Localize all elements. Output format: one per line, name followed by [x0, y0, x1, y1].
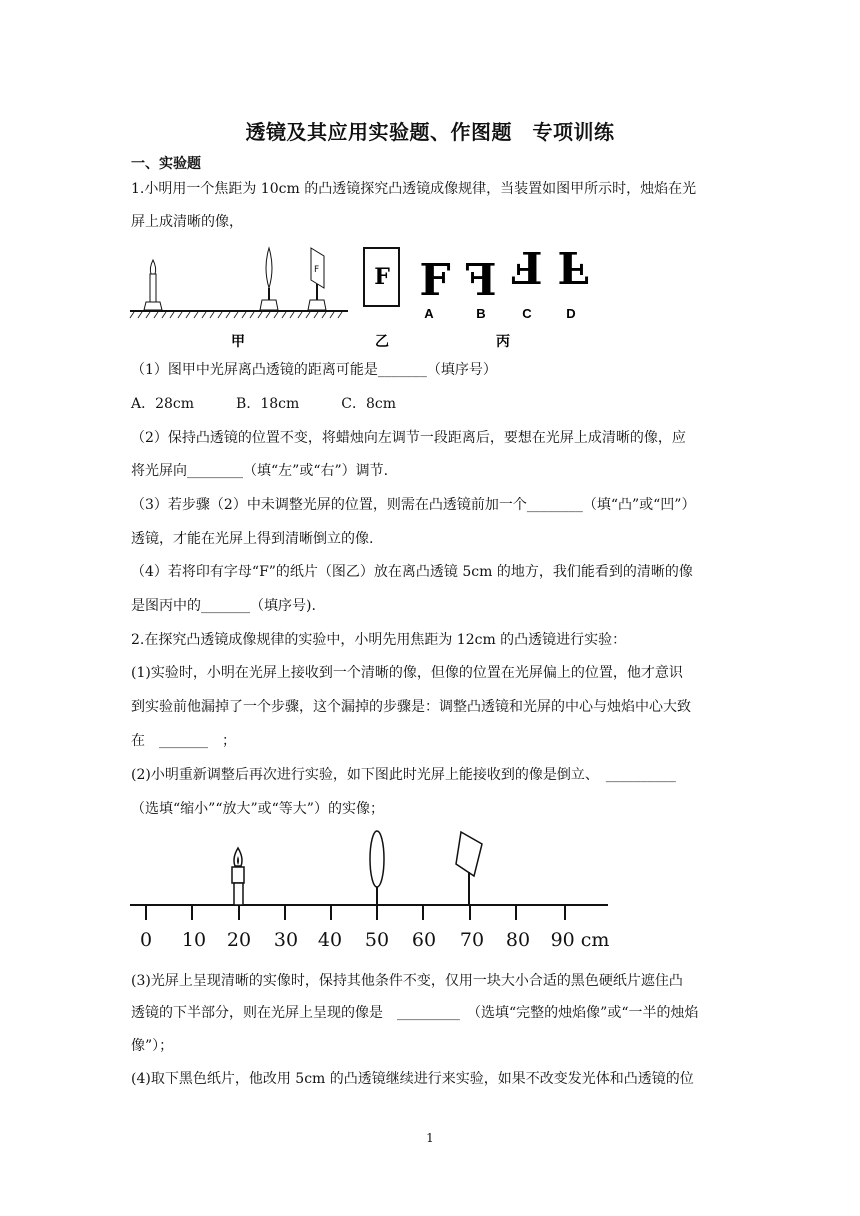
text-line: （1）图甲中光屏离凸透镜的距离可能是_______（填序号）: [131, 362, 497, 378]
text-line: A．28cm B．18cm C．8cm: [131, 396, 396, 412]
candle-icon: [232, 848, 244, 905]
scale-tick-label: 50: [364, 929, 390, 951]
scale-tick-label: 20: [226, 929, 252, 951]
figure-optical-bench-and-images: [128, 238, 608, 353]
scale-tick-label: 80: [505, 929, 531, 951]
text-line: (2)小明重新调整后再次进行实验，如下图此时光屏上能接收到的像是倒立、 __________: [131, 767, 676, 783]
option-label: D: [566, 306, 576, 321]
text-line: （选填“缩小”“放大”或“等大”）的实像；: [131, 801, 384, 817]
screen-icon: [308, 248, 326, 310]
text-line: 2.在探究凸透镜成像规律的实验中，小明先用焦距为 12cm 的凸透镜进行实验：: [131, 632, 627, 648]
figure-label: 乙: [375, 334, 389, 350]
text-line: 透镜的下半部分，则在光屏上呈现的像是 _________ （选填“完整的烛焰像”或“一半的烛焰: [131, 1005, 699, 1021]
text-line: 像”）；: [131, 1038, 174, 1054]
figure-label: 丙: [496, 334, 510, 350]
scale-tick-label: 40: [317, 929, 343, 951]
option-c-image: F: [511, 241, 543, 292]
scale-tick-label: 90 cm: [550, 929, 610, 951]
text-line: (1)实验时，小明在光屏上接收到一个清晰的像，但像的位置在光屏偏上的位置，他才意识: [131, 665, 683, 681]
scale-tick-label: 30: [273, 929, 299, 951]
option-label: B: [476, 306, 486, 321]
text-line: （3）若步骤（2）中未调整光屏的位置，则需在凸透镜前加一个________（填“凸”或“凹”）: [131, 497, 696, 513]
section-heading: 一、实验题: [131, 156, 201, 172]
figure-label: 甲: [231, 334, 245, 350]
scale-tick-label: 0: [139, 929, 153, 951]
text-line: 透镜，才能在光屏上得到清晰倒立的像.: [131, 531, 374, 547]
option-label: A: [424, 306, 434, 321]
text-line: 1.小明用一个焦距为 10cm 的凸透镜探究凸透镜成像规律，当装置如图甲所示时，烛焰在光: [131, 181, 697, 197]
option-label: C: [522, 306, 532, 321]
option-a-image: F: [419, 255, 451, 306]
option-b-image: F: [465, 255, 497, 306]
scale-tick-label: 70: [459, 929, 485, 951]
text-line: (3)光屏上呈现清晰的实像时，保持其他条件不变，仅用一块大小合适的黑色硬纸片遮住凸: [131, 973, 683, 989]
text-line: 到实验前他漏掉了一个步骤，这个漏掉的步骤是：调整凸透镜和光屏的中心与烛焰中心大致: [131, 699, 691, 715]
text-line: 是图丙中的_______（填序号).: [131, 598, 316, 614]
page-title: 透镜及其应用实验题、作图题 专项训练: [245, 120, 615, 144]
svg-text:F: F: [314, 265, 320, 275]
candle-icon: [144, 260, 162, 310]
letter-card-text: F: [374, 264, 390, 290]
figure-optical-bench-scale: [128, 828, 618, 954]
text-line: 屏上成清晰的像，: [131, 214, 243, 230]
text-line: (4)取下黑色纸片，他改用 5cm 的凸透镜继续进行来实验，如果不改变发光体和凸透镜的位: [131, 1071, 694, 1087]
lens-icon: [260, 248, 278, 310]
text-line: 在 _______ ；: [131, 733, 236, 749]
option-d-image: F: [557, 241, 589, 292]
text-line: （4）若将印有字母“F”的纸片（图乙）放在离凸透镜 5cm 的地方，我们能看到的清晰的像: [131, 564, 693, 580]
page-number: 1: [426, 1131, 434, 1145]
screen-icon: [456, 832, 482, 905]
lens-icon: [370, 831, 384, 905]
scale-tick-label: 10: [181, 929, 207, 951]
scale-tick-label: 60: [411, 929, 437, 951]
text-line: 将光屏向________（填“左”或“右”）调节.: [131, 463, 389, 479]
text-line: （2）保持凸透镜的位置不变，将蜡烛向左调节一段距离后，要想在光屏上成清晰的像，应: [131, 430, 686, 446]
